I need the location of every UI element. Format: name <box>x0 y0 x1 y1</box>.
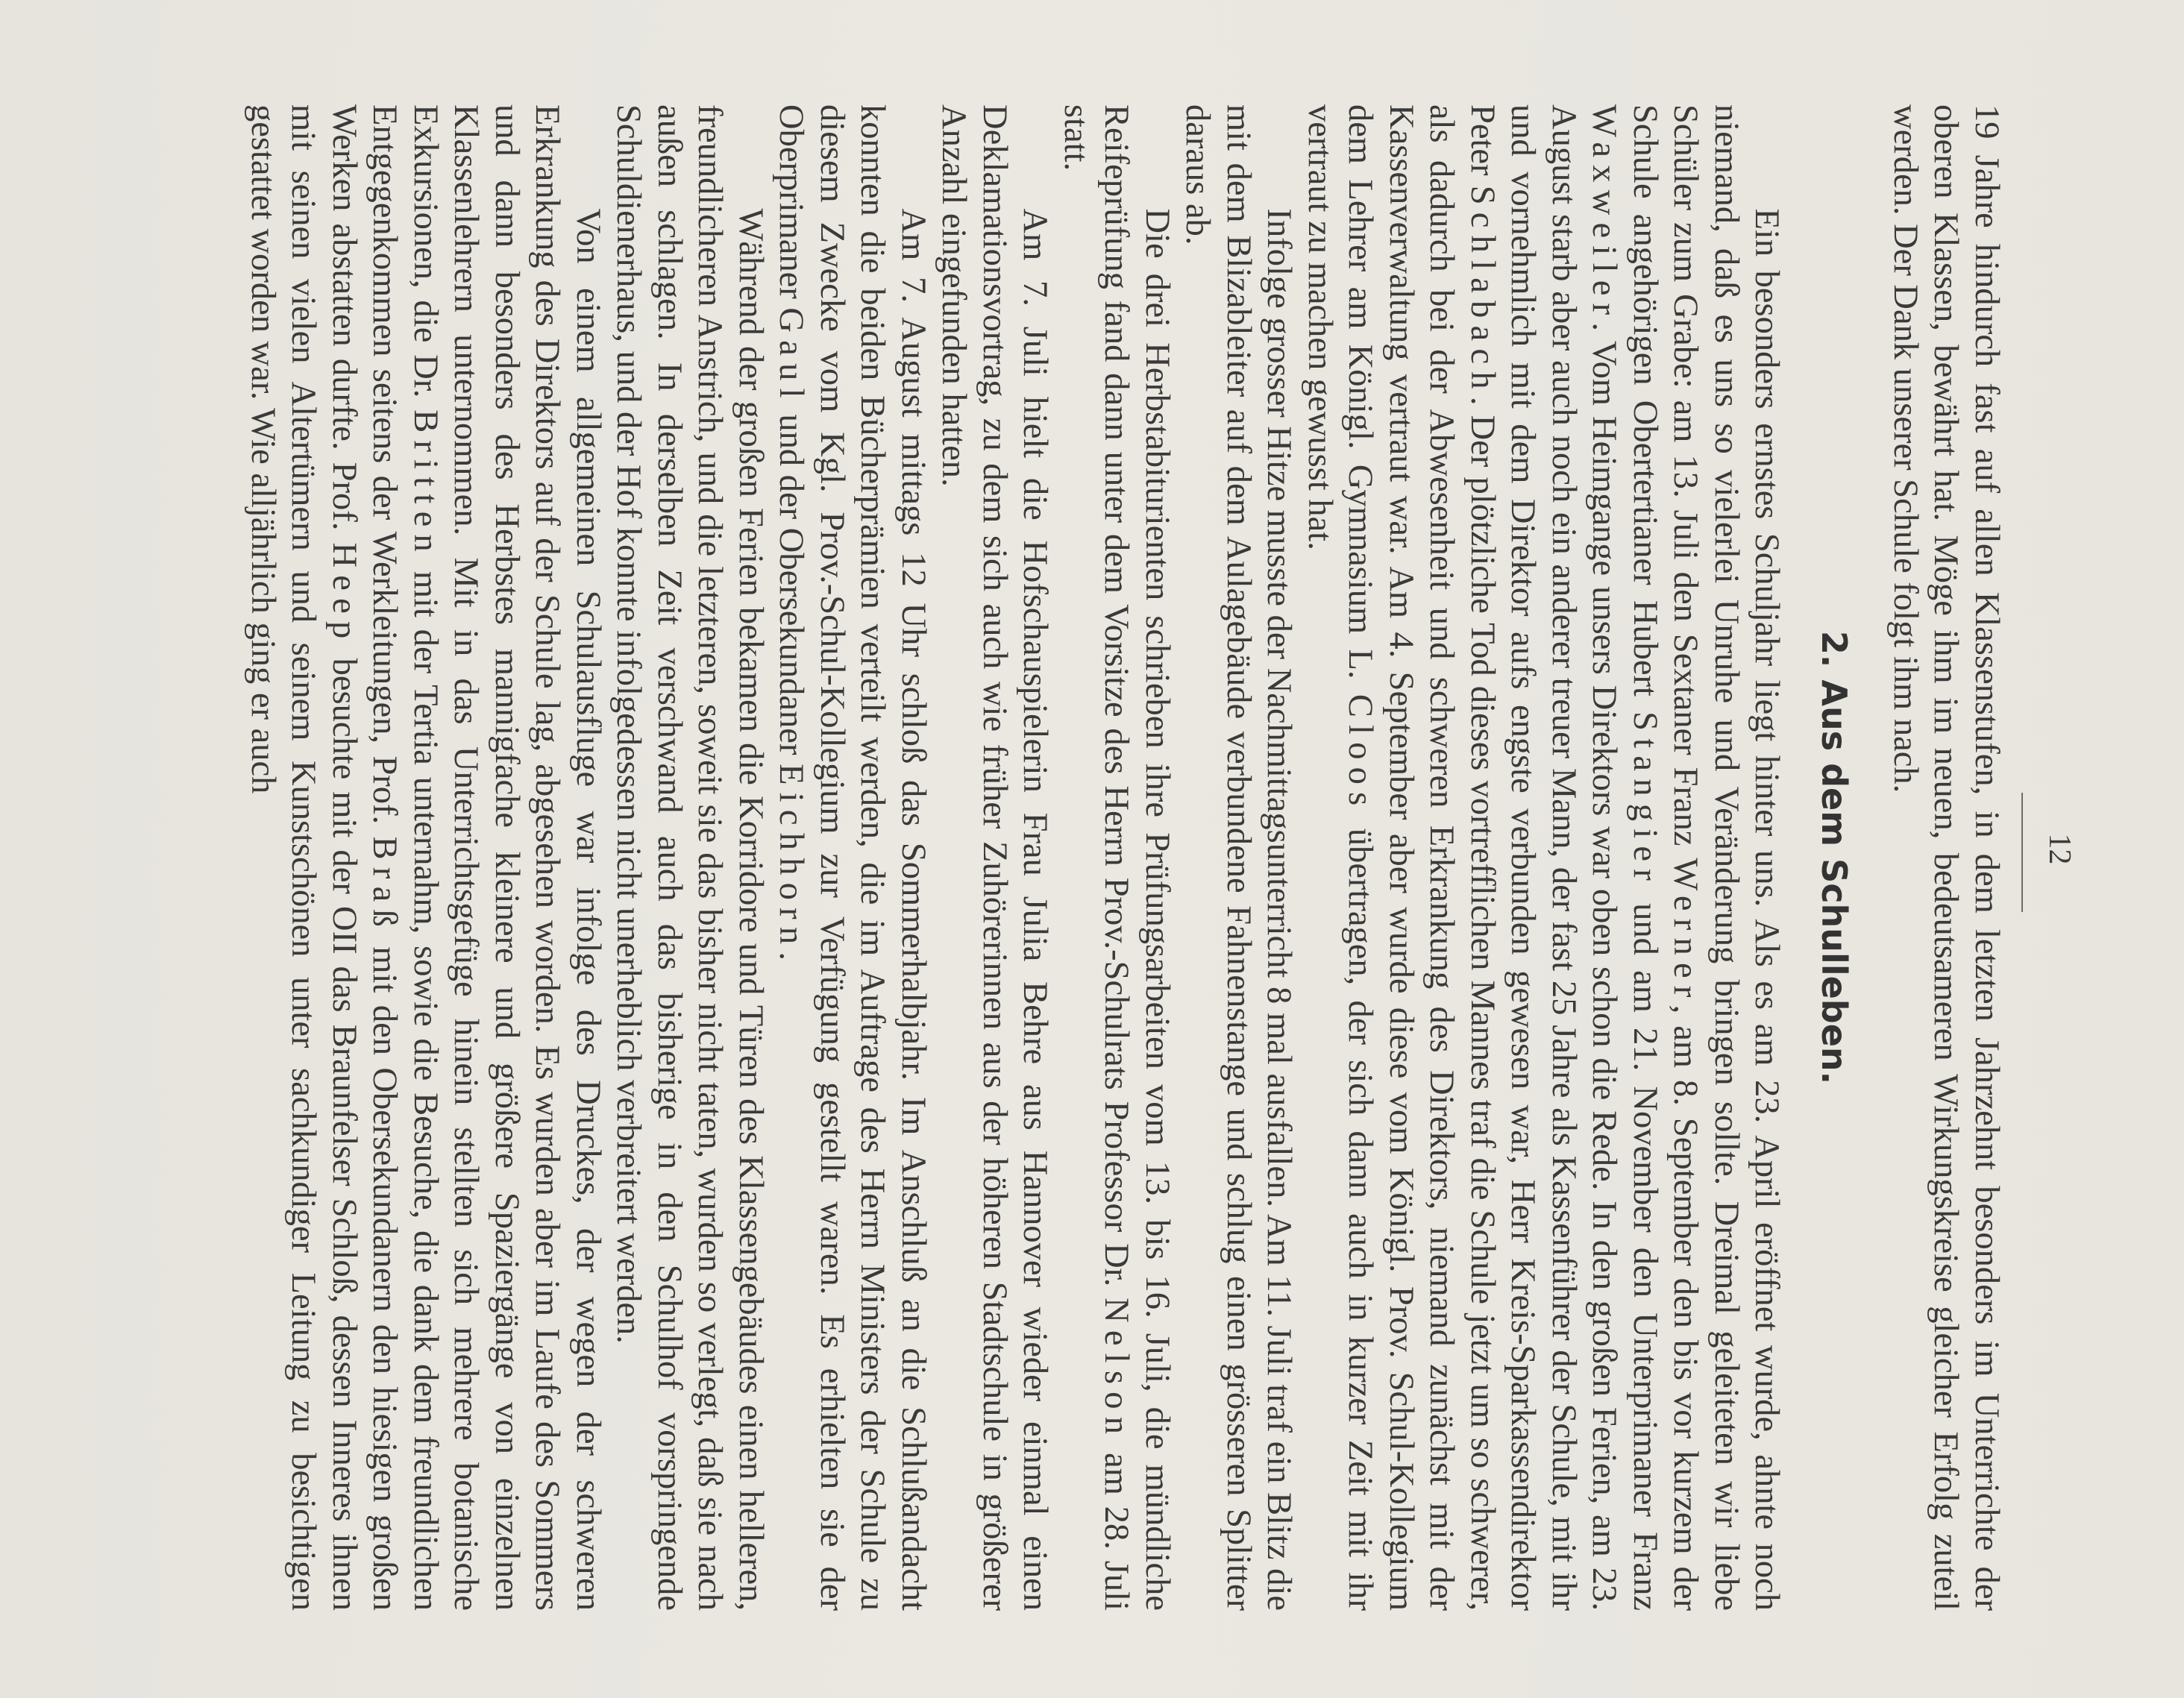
text-run: . <box>772 952 811 960</box>
text-run: Am 7. August mittags 12 Uhr schloß das Sommerhalbjahr. Im Anschluß an die Schlußandacht konnten die beiden Bücherprämien verteilt werden, die im Auftrage des Herrn Ministers der Schule zu diesem Zwecke vom Kgl. Prov.-Schul-Kollegium zur Verfügung gestellt waren. Es erhielten sie der Oberprimaner <box>772 104 932 1611</box>
spaced-name: Braß <box>365 836 404 934</box>
spaced-name: Stangier <box>1626 711 1664 888</box>
spaced-name: Heep <box>325 542 363 647</box>
spaced-name: Waxweiler <box>1585 104 1624 323</box>
text-run: besuchte mit der OII das Braunfelser Schloß, dessen Inneres ihnen mit seinen vielen Altertümern und seinem Kunstschönen unter sachkundiger Leitung zu besichtigen gestattet worden war. Wie alljährlich ging er auch <box>244 104 363 1611</box>
spaced-name: Britten <box>407 409 445 559</box>
spaced-name: Cloos <box>1341 694 1380 814</box>
spaced-name: Schlabach <box>1463 185 1502 397</box>
paragraph-deaths <box>1299 104 1787 1611</box>
text-run: mit der Tertia unternahm, sowie die Besuche, die dank dem freundlichen Entgegenkommen seitens der Werkleitungen, Prof. <box>365 104 445 1611</box>
text-run: übertragen, der sich dann auch in kurzer Zeit mit ihr vertraut zu machen gewusst hat. <box>1301 104 1380 1611</box>
paragraph-recital <box>933 104 1055 1611</box>
spaced-name: Gaul <box>772 307 811 406</box>
text-run: Am 7. Juli hielt die Hofschauspielerin Frau Julia Behre aus Hannover wieder einmal einen Deklamationsvortrag, zu dem sich auch wie früher Zuhörerinnen aus der höheren Stadtschule in größerer Anzahl eingefunden hatten. <box>935 104 1055 1611</box>
intro-paragraph: 19 Jahre hindurch fast auf allen Klassenstufen, in dem letzten Jahrzehnt besonders im Unterrichte der oberen Klassen, bewährt hat. Möge ihm im neuen, bedeutsameren Wirkungskreise gleicher Erfolg zuteil werden. Der Dank unserer Schule folgt ihm nach. <box>1886 104 2006 1611</box>
text-run: . Vom Heimgange unsers Direktors war oben schon die Rede. In den großen Ferien, am 23. August starb aber auch noch ein anderer treuer Mann, der fast 25 Jahre als Kassenführer der Schule, mit ihr und vornehmlich mit dem Direktor aufs engste verbunden gewesen war, Herr Kreis-Sparkassendirektor Peter <box>1463 104 1624 1611</box>
spaced-name: Nelson <box>1097 1298 1136 1442</box>
paragraph-heat <box>1177 104 1299 1611</box>
paragraph-excursions <box>242 104 609 1611</box>
paragraph-abitur <box>1055 104 1178 1611</box>
section-heading: 2. Aus dem Schulleben. <box>1814 630 1855 1085</box>
text-run: Von einem allgemeinen Schulausfluge war infolge des Druckes, der wegen der schweren Erkrankung des Direktors auf der Schule lag, abgesehen worden. Es wurden aber im Laufe des Sommers und dann besonders des Herbstes mannigfache kleinere und größere Spaziergänge von einzelnen Klassenlehrern unternommen. Mit in das Unterrichtsgefüge hinein stellten sich mehrere botanische Exkursionen, die Dr. <box>407 104 607 1611</box>
paragraph-renovation <box>608 104 771 1611</box>
page-number: 12 <box>2042 833 2077 865</box>
text-run: Infolge grosser Hitze musste der Nachmittagsunterricht 8 mal ausfallen. Am 11. Juli traf ein Blitz die mit dem Blizableiter auf dem Aulagebäude verbundene Fahnenstange und schlug einen grösseren Splitter daraus ab. <box>1179 104 1299 1611</box>
spaced-name: Eichhorn <box>772 764 811 952</box>
text-run: am 28. Juli statt. <box>1057 104 1136 1611</box>
text-run: und am 21. November den Unterprimaner Franz <box>1626 887 1664 1611</box>
text-run: mit den Obersekundanern den hiesigen großen Werken abstatten durfte. Prof. <box>325 104 404 1611</box>
paragraph-summer-term <box>771 104 933 1611</box>
text-run: Während der großen Ferien bekamen die Korridore und Türen des Klassengebäudes einen helleren, freundlicheren Anstrich, und die letzteren, soweit sie das bisher nicht taten, wurden so verlegt, daß sie nach außen schlagen. In derselben Zeit verschwand auch das bisherige in den Schulhof vorspringende Schuldienerhaus, und der Hof konnte infolgedessen nicht unerheblich verbreitert werden. <box>609 104 770 1611</box>
text-run: Die drei Herbstabiturienten schrieben ihre Prüfungsarbeiten vom 13. bis 16. Juli, die mündliche Reifeprüfung fand dann unter dem Vorsitze des Herrn Prov.-Schulrats Professor Dr. <box>1097 104 1176 1611</box>
text-run: . Der plötzliche Tod dieses vortrefflichen Mannes traf die Schule jetzt um so schwerer, als dadurch bei der Abwesenheit und schweren Erkrankung des Direktors, niemand zunächst mit der Kassenverwaltung vertraut war. Am 4. September aber wurde diese vom Königl. Prov. Schul-Kollegium dem Lehrer am Königl. Gymnasium L. <box>1341 104 1502 1611</box>
text-run: , am 8. September den bis vor kurzem der Schule angehörigen Obertertianer Hubert <box>1626 104 1705 1611</box>
text-run: und der Obersekundaner <box>772 405 811 764</box>
header-rule <box>2021 793 2023 912</box>
text-block <box>242 104 2007 1611</box>
spaced-name: Werner <box>1666 858 1705 1005</box>
text-run: Ein besonders ernstes Schuljahr liegt hinter uns. Als es am 23. April eröffnet wurde, ahnte noch niemand, daß es uns so vielerlei Unruhe und Veränderung bringen sollte. Dreimal geleiteten wir liebe Schüler zum Grabe: am 13. Juli den Sextaner Franz <box>1666 104 1786 1611</box>
